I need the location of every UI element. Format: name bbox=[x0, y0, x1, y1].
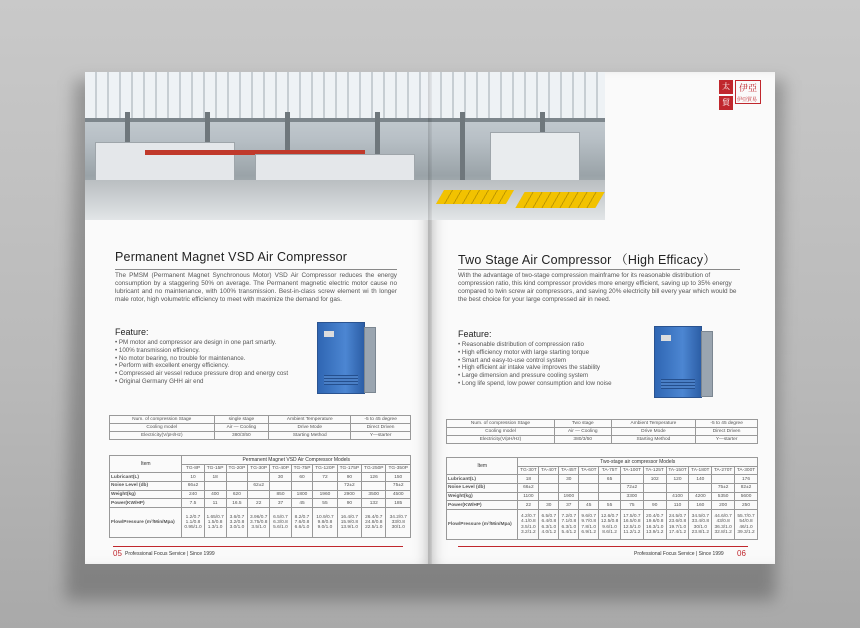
table-cell bbox=[248, 490, 270, 499]
model-name: TG-350P bbox=[386, 464, 411, 473]
table-cell: 75 bbox=[620, 501, 643, 510]
table-cell: 1100 bbox=[518, 492, 539, 501]
feature-item: • High efficient air intake valve improves the stability bbox=[458, 364, 612, 372]
table-cell bbox=[291, 482, 313, 491]
table-cell: 18 bbox=[204, 473, 226, 482]
table-cell bbox=[620, 475, 643, 484]
table-cell bbox=[643, 484, 666, 493]
feature-item: • Compressed air vessel reduce pressure drop and energy cost bbox=[115, 370, 288, 378]
table-cell bbox=[689, 484, 712, 493]
table-row bbox=[447, 475, 758, 484]
table-cell bbox=[579, 475, 599, 484]
flow-cell: 6.5/0.7 6.3/0.8 5.6/1.0 bbox=[270, 508, 292, 538]
spec-cell: Direct Driven bbox=[351, 424, 411, 432]
right-intro: With the advantage of two-stage compression mainframe for its reasonable distribution of compression ratio, this kind compressor provides more energy efficient, saving up to 35% energy compared to twin screw air compressors, and saving 20% electricity bill every year which would be the best choice for your large compressed air in need. bbox=[458, 272, 737, 303]
compressor-image bbox=[317, 322, 365, 394]
spec-cell: single stage bbox=[214, 416, 269, 424]
table-cell: 72 bbox=[313, 473, 337, 482]
model-name: TA-60T bbox=[579, 466, 599, 475]
table-cell: 16.5 bbox=[226, 499, 248, 508]
table-row bbox=[447, 492, 758, 501]
spec-cell: -5 to 45 degree bbox=[696, 420, 758, 428]
table-cell bbox=[539, 492, 559, 501]
factory-floor bbox=[85, 180, 430, 220]
table-row bbox=[110, 473, 411, 482]
left-page bbox=[85, 72, 430, 564]
logo-char: 太 bbox=[719, 80, 733, 94]
cabinet-grill bbox=[661, 379, 695, 389]
table-cell: 65 bbox=[599, 475, 621, 484]
control-panel bbox=[661, 335, 671, 341]
table-row bbox=[110, 490, 411, 499]
table-cell: 1900 bbox=[559, 492, 579, 501]
yellow-rack bbox=[515, 192, 604, 208]
item-header: Item bbox=[110, 456, 182, 473]
table-cell: 72±2 bbox=[337, 482, 361, 491]
table-cell: 37 bbox=[270, 499, 292, 508]
row-label: Power(KW/HP) bbox=[447, 501, 518, 510]
feature-item: • Reasonable distribution of compression ratio bbox=[458, 341, 612, 349]
table-cell: 7.5 bbox=[182, 499, 204, 508]
model-name: TA-45T bbox=[559, 466, 579, 475]
title-divider bbox=[115, 269, 397, 270]
table-cell: 66±2 bbox=[182, 482, 204, 491]
model-name: TA-125T bbox=[643, 466, 666, 475]
compressor-image bbox=[654, 326, 702, 398]
table-row bbox=[110, 499, 411, 508]
table-cell bbox=[313, 482, 337, 491]
flow-cell: 16.4/0.7 15.9/0.8 13.9/1.0 bbox=[337, 508, 361, 538]
model-name: TG-120P bbox=[313, 464, 337, 473]
table-cell: 400 bbox=[204, 490, 226, 499]
flow-row bbox=[110, 508, 411, 538]
flow-cell: 3.6/0.7 3.2/0.8 3.0/1.0 bbox=[226, 508, 248, 538]
table-cell: 240 bbox=[182, 490, 204, 499]
flow-row bbox=[447, 510, 758, 540]
spec-row bbox=[447, 420, 758, 428]
flow-cell: 10.9/0.7 9.8/0.8 9.0/1.0 bbox=[313, 508, 337, 538]
table-cell: 75±2 bbox=[712, 484, 735, 493]
cabinet-grill bbox=[324, 375, 358, 385]
model-name: TG-75P bbox=[291, 464, 313, 473]
table-cell bbox=[559, 484, 579, 493]
table-cell: 66±2 bbox=[518, 484, 539, 493]
footer-rule bbox=[458, 546, 748, 547]
table-row bbox=[447, 484, 758, 493]
spec-cell: Two stage bbox=[554, 420, 611, 428]
table-cell: 10 bbox=[182, 473, 204, 482]
title-divider bbox=[458, 269, 740, 270]
left-intro: The PMSM (Permanent Magnet Synchronous Motor) VSD Air Compressor reduces the energy consumption by a staggering 50% on average. The Permanent magnetic electric motor cause no lubricant and no maintenance, with 100% transmission. Best-in-class screw element wi th longer male rotor, high volumetric efficiency to meet with maximize the demand for gas. bbox=[115, 272, 397, 303]
table-cell: 45 bbox=[291, 499, 313, 508]
table-cell bbox=[579, 484, 599, 493]
row-label: Lubricant(L) bbox=[447, 475, 518, 484]
flow-cell: 55.7/0.7 54/0.8 46/1.0 39.3/1.2 bbox=[735, 510, 758, 540]
table-cell: 4500 bbox=[386, 490, 411, 499]
model-name: TA-150T bbox=[666, 466, 689, 475]
row-label: Flow/Pressure (m³/Min/Mpa) bbox=[110, 508, 182, 538]
factory-photo-left bbox=[85, 72, 430, 220]
yellow-rack bbox=[436, 190, 514, 204]
table-cell: 140 bbox=[689, 475, 712, 484]
feature-heading: Feature: bbox=[458, 329, 492, 339]
table-cell: 850 bbox=[270, 490, 292, 499]
spec-cell: Electricity(V/pH/Hz) bbox=[110, 432, 215, 440]
feature-item: • No motor bearing, no trouble for maintenance. bbox=[115, 355, 288, 363]
table-row bbox=[110, 482, 411, 491]
table-cell: 620 bbox=[226, 490, 248, 499]
spec-cell: -5 to 45 degree bbox=[351, 416, 411, 424]
table-cell: 3300 bbox=[620, 492, 643, 501]
model-name: TG-250P bbox=[362, 464, 386, 473]
table-cell: 160 bbox=[689, 501, 712, 510]
table-cell: 11 bbox=[204, 499, 226, 508]
footer-text: Professional Focus Service | Since 1999 bbox=[634, 551, 724, 557]
spec-cell: Air — Cooling bbox=[214, 424, 269, 432]
spec-cell: Electricity(V/pH/Hz) bbox=[447, 436, 555, 444]
spec-table bbox=[446, 419, 758, 444]
cabinet-side bbox=[701, 331, 713, 397]
spec-cell: Starting Method bbox=[269, 432, 351, 440]
table-cell: 22 bbox=[518, 501, 539, 510]
table-cell: 30 bbox=[539, 501, 559, 510]
table-cell: 55 bbox=[599, 501, 621, 510]
spec-table bbox=[109, 415, 411, 440]
table-cell bbox=[599, 492, 621, 501]
table-cell bbox=[579, 492, 599, 501]
model-name: TG-20P bbox=[226, 464, 248, 473]
flow-cell: 4.2/0.7 4.1/0.8 3.5/1.0 3.2/1.2 bbox=[518, 510, 539, 540]
spec-cell: 380/3/50 bbox=[214, 432, 269, 440]
models-table bbox=[446, 457, 758, 540]
table-cell: 55 bbox=[313, 499, 337, 508]
model-name: TA-75T bbox=[599, 466, 621, 475]
feature-item: • Smart and easy-to-use control system bbox=[458, 357, 612, 365]
table-cell: 4100 bbox=[666, 492, 689, 501]
model-name: TA-40T bbox=[539, 466, 559, 475]
model-name: TG-40P bbox=[270, 464, 292, 473]
table-cell: 4200 bbox=[689, 492, 712, 501]
table-cell: 18 bbox=[518, 475, 539, 484]
table-cell: 30 bbox=[270, 473, 292, 482]
table-cell: 250 bbox=[735, 501, 758, 510]
spec-row bbox=[110, 432, 411, 440]
table-cell bbox=[539, 484, 559, 493]
model-name: TA-300T bbox=[735, 466, 758, 475]
control-panel bbox=[324, 331, 334, 337]
table-cell bbox=[539, 475, 559, 484]
table-row bbox=[447, 501, 758, 510]
table-cell: 37 bbox=[559, 501, 579, 510]
logo-char: 伊亞 bbox=[735, 80, 761, 104]
page-number: 06 bbox=[737, 549, 746, 558]
table-cell: 126 bbox=[362, 473, 386, 482]
spec-cell: Num. of compression Stage bbox=[110, 416, 215, 424]
cabinet-side bbox=[364, 327, 376, 393]
company-logo bbox=[719, 80, 765, 116]
factory-photo-right bbox=[430, 72, 605, 220]
feature-item: • Long life spend, low power consumption and low noise bbox=[458, 380, 612, 388]
spec-row bbox=[447, 436, 758, 444]
feature-item: • 100% transmission efficiency. bbox=[115, 347, 288, 355]
book-gutter bbox=[428, 72, 432, 564]
spec-cell: Starting Method bbox=[611, 436, 696, 444]
table-cell: 75±2 bbox=[386, 482, 411, 491]
spec-cell: Ambient Temperature bbox=[611, 420, 696, 428]
logo-subtext: 伊亞貿易 bbox=[737, 97, 758, 103]
spec-cell: Drive Mode bbox=[611, 428, 696, 436]
spec-row bbox=[110, 424, 411, 432]
table-cell: 102 bbox=[643, 475, 666, 484]
table-cell: 120 bbox=[666, 475, 689, 484]
spec-cell: Num. of compression Stage bbox=[447, 420, 555, 428]
flow-cell: 44.6/0.7 43/0.8 36.3/1.0 32.8/1.2 bbox=[712, 510, 735, 540]
table-cell bbox=[643, 492, 666, 501]
flow-cell: 1.65/0.7 1.5/0.8 1.3/1.0 bbox=[204, 508, 226, 538]
model-name: TA-180T bbox=[689, 466, 712, 475]
flow-cell: 24.5/0.7 23.6/0.8 19.7/1.0 17.4/1.2 bbox=[666, 510, 689, 540]
spec-cell: Drive Mode bbox=[269, 424, 351, 432]
table-cell: 90 bbox=[337, 473, 361, 482]
flow-cell: 8.2/0.7 7.6/0.8 6.6/1.0 bbox=[291, 508, 313, 538]
table-cell bbox=[226, 473, 248, 482]
table-cell bbox=[712, 475, 735, 484]
flow-cell: 34.2/0.7 33/0.8 30/1.0 bbox=[386, 508, 411, 538]
models-title-row bbox=[447, 458, 758, 467]
table-cell bbox=[666, 484, 689, 493]
model-name: TG-30T bbox=[518, 466, 539, 475]
models-title: Two-stage air compressor Models bbox=[518, 458, 758, 467]
logo-char: 貿 bbox=[719, 96, 733, 110]
row-label: Noise Level (db) bbox=[110, 482, 182, 491]
row-label: Weight(kg) bbox=[447, 492, 518, 501]
spec-cell: 380/3/50 bbox=[554, 436, 611, 444]
flow-cell: 12.6/0.7 12.5/0.8 9.6/1.0 8.6/1.2 bbox=[599, 510, 621, 540]
white-tank bbox=[490, 132, 580, 182]
table-cell: 2900 bbox=[337, 490, 361, 499]
machine-line bbox=[95, 142, 235, 182]
table-cell bbox=[362, 482, 386, 491]
table-cell: 90 bbox=[337, 499, 361, 508]
model-name: TA-270T bbox=[712, 466, 735, 475]
flow-cell: 1.2/0.7 1.1/0.8 0.95/1.0 bbox=[182, 508, 204, 538]
table-cell: 45 bbox=[579, 501, 599, 510]
footer-text: Professional Focus Service | Since 1999 bbox=[125, 551, 215, 557]
table-cell bbox=[226, 482, 248, 491]
spec-cell: Y—starter bbox=[696, 436, 758, 444]
flow-cell: 26.4/0.7 24.8/0.8 22.5/1.0 bbox=[362, 508, 386, 538]
feature-item: • Perform with excellent energy efficiency. bbox=[115, 362, 288, 370]
right-page bbox=[430, 72, 775, 564]
left-title: Permanent Magnet VSD Air Compressor bbox=[115, 250, 348, 264]
spec-row bbox=[447, 428, 758, 436]
feature-item: • PM motor and compressor are design in one part smartly. bbox=[115, 339, 288, 347]
table-cell: 30 bbox=[559, 475, 579, 484]
right-title: Two Stage Air Compressor （High Efficacy） bbox=[458, 253, 716, 267]
table-cell: 5600 bbox=[735, 492, 758, 501]
flow-cell: 6.5/0.7 6.4/0.8 6.3/1.0 4.0/1.2 bbox=[539, 510, 559, 540]
flow-cell: 9.6/0.7 9.7/0.8 7.8/1.0 6.9/1.2 bbox=[579, 510, 599, 540]
model-name: TG-15P bbox=[204, 464, 226, 473]
row-label: Power(KW/HP) bbox=[110, 499, 182, 508]
models-table bbox=[109, 455, 411, 538]
feature-list bbox=[115, 339, 288, 386]
table-cell: 132 bbox=[362, 499, 386, 508]
page-number: 05 bbox=[113, 549, 122, 558]
feature-item: • Large dimension and pressure cooling system bbox=[458, 372, 612, 380]
spec-cell: Ambient Temperature bbox=[269, 416, 351, 424]
model-name: TG-175P bbox=[337, 464, 361, 473]
row-label: Weight(kg) bbox=[110, 490, 182, 499]
table-cell bbox=[599, 484, 621, 493]
row-label: Lubricant(L) bbox=[110, 473, 182, 482]
row-label: Noise Level (db) bbox=[447, 484, 518, 493]
table-cell: 3500 bbox=[362, 490, 386, 499]
feature-item: • High efficiency motor with large starting torque bbox=[458, 349, 612, 357]
spec-cell: Direct Driven bbox=[696, 428, 758, 436]
flow-cell: 17.5/0.7 16.5/0.8 12.5/1.0 11.2/1.2 bbox=[620, 510, 643, 540]
table-cell: 1960 bbox=[313, 490, 337, 499]
table-cell: 60 bbox=[291, 473, 313, 482]
table-cell bbox=[270, 482, 292, 491]
table-cell: 90 bbox=[643, 501, 666, 510]
flow-cell: 3.96/0.7 3.75/0.8 3.5/1.0 bbox=[248, 508, 270, 538]
table-cell: 185 bbox=[386, 499, 411, 508]
models-title: Permanent Magnet VSD Air Compressor Models bbox=[182, 456, 411, 465]
spec-cell: Cooling model bbox=[447, 428, 555, 436]
table-cell bbox=[248, 473, 270, 482]
table-cell: 5350 bbox=[712, 492, 735, 501]
spec-cell: Y—starter bbox=[351, 432, 411, 440]
flow-cell: 20.4/0.7 19.6/0.8 16.3/1.0 13.9/1.2 bbox=[643, 510, 666, 540]
table-cell: 72±2 bbox=[620, 484, 643, 493]
table-cell: 200 bbox=[712, 501, 735, 510]
ceiling-lights bbox=[430, 72, 605, 118]
flow-cell: 34.5/0.7 33.4/0.8 30/1.0 23.8/1.2 bbox=[689, 510, 712, 540]
table-cell bbox=[204, 482, 226, 491]
feature-list bbox=[458, 341, 612, 388]
row-label: Flow/Pressure (m³/Min/Mpa) bbox=[447, 510, 518, 540]
spec-row bbox=[110, 416, 411, 424]
table-cell: 176 bbox=[735, 475, 758, 484]
item-header: Item bbox=[447, 458, 518, 475]
model-name: TG-30P bbox=[248, 464, 270, 473]
table-cell: 110 bbox=[666, 501, 689, 510]
table-cell: 150 bbox=[386, 473, 411, 482]
table-cell: 22 bbox=[248, 499, 270, 508]
model-name: TG-8P bbox=[182, 464, 204, 473]
footer-rule bbox=[113, 546, 403, 547]
ceiling-beam bbox=[430, 118, 605, 122]
spec-cell: Cooling model bbox=[110, 424, 215, 432]
spec-cell: Air — Cooling bbox=[554, 428, 611, 436]
flow-cell: 7.2/0.7 7.1/0.8 6.3/1.0 5.4/1.2 bbox=[559, 510, 579, 540]
table-cell: 62±2 bbox=[248, 482, 270, 491]
feature-item: • Original Germany GHH air end bbox=[115, 378, 288, 386]
table-cell: 1800 bbox=[291, 490, 313, 499]
feature-heading: Feature: bbox=[115, 327, 149, 337]
models-title-row bbox=[110, 456, 411, 465]
model-name: TA-100T bbox=[620, 466, 643, 475]
table-cell: 82±2 bbox=[735, 484, 758, 493]
